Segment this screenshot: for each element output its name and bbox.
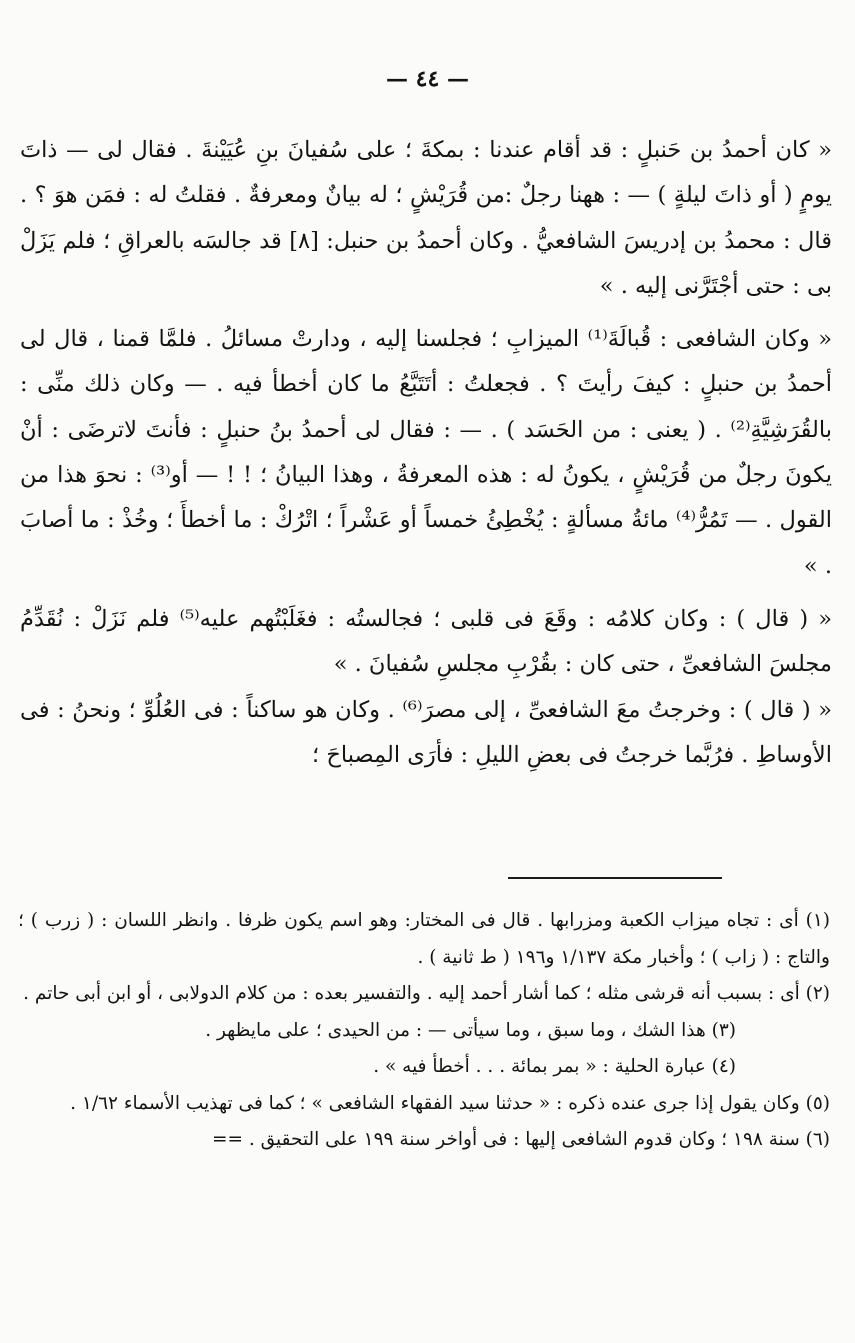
footnote-5: (٥) وكان يقول إذا جرى عنده ذكره : « حدثنا سيد الفقهاء الشافعى » ؛ كما فى تهذيب الأسماء ١/٦٢ . bbox=[70, 1092, 830, 1114]
paragraph-1: « كان أحمدُ بن حَنبلٍ : قد أقام عندنا : بمكةَ ؛ على سُفيانَ بنِ عُيَيْنةَ . فقال لى — ذاتَ يومٍ ( أو ذاتَ ليلةٍ ) — : ههنا رجلٌ :من قُرَيْشٍ ؛ له بيانٌ ومعرفةٌ . فقلتُ له : فمَن هوَ ؟ . قال : محمدُ بن إدريسَ الشافعيُّ . وكان أحمدُ بن حنبل: [٨] قد جالسَه بالعراقِ ؛ فلم يَزَلْ بى : حتى أجْتَرَّنى إليه . » bbox=[20, 137, 832, 299]
footnote-6: (٦) سنة ١٩٨ ؛ وكان قدوم الشافعى إليها : فى أواخر سنة ١٩٩ على التحقيق . == bbox=[211, 1129, 830, 1150]
main-text bbox=[20, 128, 832, 778]
paragraph-3: « ( قال ) : وكان كلامُه : وقَعَ فى قلبى ؛ فجالستُه : فغَلَبْتُهم عليه⁽⁵⁾ فلم نَزَلْ : نُقَدِّمُ مجلسَ الشافعىِّ ، حتى كان : بقُرْبِ مجلسِ سُفيانَ . » bbox=[20, 605, 832, 678]
footnote-2: (٢) أى : بسبب أنه قرشى مثله ؛ كما أشار أحمد إليه . والتفسير بعده : من كلام الدولابى ، أو ابن أبى حاتم . bbox=[23, 983, 830, 1004]
footnote-3: (٣) هذا الشك ، وما سبق ، وما سيأتى — : من الحيدى ؛ على مايظهر . bbox=[205, 1019, 736, 1041]
footnote-separator bbox=[508, 877, 722, 879]
paragraph-2: « وكان الشافعى : قُبالَةَ⁽¹⁾ الميزابِ ؛ فجلسنا إليه ، ودارتْ مسائلُ . فلمَّا قمنا ، قال لى أحمدُ بن حنبلٍ : كيفَ رأيتَ ؟ . فجعلتُ : أتَتَبَّعُ ما كان أخطأ فيه . — وكان ذلك منِّى : بالقُرَشِيَّةِ⁽²⁾ . ( يعنى : من الحَسَد ) . — : فقال لى أحمدُ بنُ حنبلٍ : فأنتَ لاترضَى : أنْ يكونَ رجلٌ من قُرَيْشٍ ، يكونُ له : هذه المعرفةُ ، وهذا البيانُ ؛ ! ! — أو⁽³⁾ : نحوَ هذا من القول . — تَمُرُّ⁽⁴⁾ مائةُ مسألةٍ : يُخْطِئُ خمساً أو عَشْراً ؛ اتْرُكْ : ما أخطأَ ؛ وخُذْ : ما أصابَ . » bbox=[20, 326, 833, 579]
footnote-1: (١) أى : تجاه ميزاب الكعبة ومزرابها . قال فى المختار: وهو اسم يكون ظرفا . وانظر اللسان : ( زرب ) ؛ والتاج : ( زاب ) ؛ وأخبار مكة ١/١٣٧ و١٩٦ ( ط ثانية ) . bbox=[18, 910, 830, 968]
page-number: — ٤٤ — bbox=[386, 66, 469, 92]
footnotes bbox=[18, 903, 830, 1159]
paragraph-4: « ( قال ) : وخرجتُ معَ الشافعىِّ ، إلى مصرَ⁽⁶⁾ . وكان هو ساكناً : فى العُلُوِّ ؛ ونحنُ : فى الأوساطِ . فرُبَّما خرجتُ فى بعضِ الليلِ : فأرَى المِصباحَ ؛ bbox=[20, 696, 833, 768]
footnote-4: (٤) عبارة الحلية : « بمر بمائة . . . أخطأ فيه » . bbox=[373, 1056, 736, 1077]
